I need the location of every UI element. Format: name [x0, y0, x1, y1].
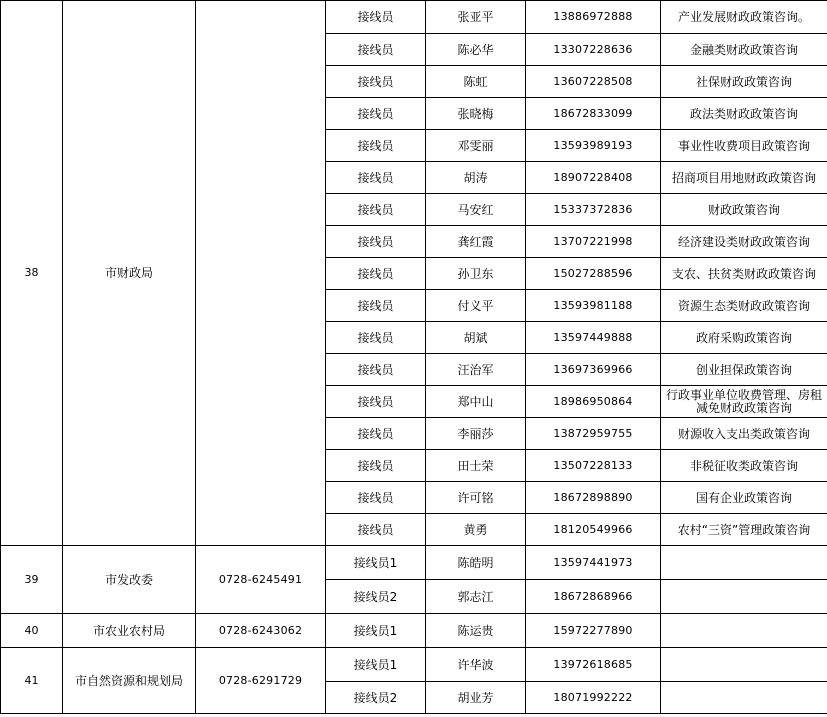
operator-role: 接线员	[326, 386, 426, 418]
operator-role: 接线员1	[326, 546, 426, 580]
operator-name: 马安红	[426, 194, 526, 226]
row-index: 40	[1, 614, 63, 648]
operator-phone: 13593981188	[526, 290, 661, 322]
department-hotline	[196, 1, 326, 546]
consult-topic: 财政政策咨询	[661, 194, 827, 226]
operator-name: 孙卫东	[426, 258, 526, 290]
consult-topic: 资源生态类财政政策咨询	[661, 290, 827, 322]
operator-name: 龚红霞	[426, 226, 526, 258]
operator-phone: 13593989193	[526, 130, 661, 162]
operator-role: 接线员	[326, 354, 426, 386]
consult-topic	[661, 648, 827, 682]
operator-role: 接线员	[326, 322, 426, 354]
consult-topic: 财源收入支出类政策咨询	[661, 418, 827, 450]
consult-topic: 行政事业单位收费管理、房租减免财政政策咨询	[661, 386, 827, 418]
operator-role: 接线员2	[326, 682, 426, 714]
consult-topic	[661, 614, 827, 648]
consult-topic: 事业性收费项目政策咨询	[661, 130, 827, 162]
operator-name: 许华波	[426, 648, 526, 682]
operator-role: 接线员	[326, 66, 426, 98]
operator-phone: 13886972888	[526, 1, 661, 34]
department-name: 市农业农村局	[63, 614, 196, 648]
department-hotline: 0728-6291729	[196, 648, 326, 714]
row-index: 41	[1, 648, 63, 714]
operator-phone: 13872959755	[526, 418, 661, 450]
operator-role: 接线员	[326, 514, 426, 546]
operator-role: 接线员	[326, 34, 426, 66]
operator-phone: 13507228133	[526, 450, 661, 482]
operator-phone: 15972277890	[526, 614, 661, 648]
operator-role: 接线员1	[326, 648, 426, 682]
operator-name: 张晓梅	[426, 98, 526, 130]
operator-phone: 15337372836	[526, 194, 661, 226]
row-index: 38	[1, 1, 63, 546]
operator-role: 接线员1	[326, 614, 426, 648]
operator-phone: 13972618685	[526, 648, 661, 682]
operator-phone: 13307228636	[526, 34, 661, 66]
operator-name: 郭志江	[426, 580, 526, 614]
operator-role: 接线员	[326, 98, 426, 130]
consult-topic: 社保财政政策咨询	[661, 66, 827, 98]
operator-role: 接线员2	[326, 580, 426, 614]
operator-phone: 13607228508	[526, 66, 661, 98]
operator-phone: 13697369966	[526, 354, 661, 386]
consult-topic: 金融类财政政策咨询	[661, 34, 827, 66]
consult-topic: 产业发展财政政策咨询。	[661, 1, 827, 34]
department-hotline: 0728-6243062	[196, 614, 326, 648]
row-index: 39	[1, 546, 63, 614]
consult-topic: 农村“三资”管理政策咨询	[661, 514, 827, 546]
operator-name: 胡涛	[426, 162, 526, 194]
operator-role: 接线员	[326, 482, 426, 514]
operator-phone: 18672833099	[526, 98, 661, 130]
operator-role: 接线员	[326, 226, 426, 258]
consult-topic: 创业担保政策咨询	[661, 354, 827, 386]
operator-role: 接线员	[326, 258, 426, 290]
consult-topic: 支农、扶贫类财政政策咨询	[661, 258, 827, 290]
consult-topic: 经济建设类财政政策咨询	[661, 226, 827, 258]
consult-topic	[661, 580, 827, 614]
consult-topic: 政府采购政策咨询	[661, 322, 827, 354]
consult-topic: 非税征收类政策咨询	[661, 450, 827, 482]
operator-role: 接线员	[326, 162, 426, 194]
operator-phone: 13597441973	[526, 546, 661, 580]
operator-name: 陈皓明	[426, 546, 526, 580]
consult-topic: 政法类财政政策咨询	[661, 98, 827, 130]
operator-phone: 18071992222	[526, 682, 661, 714]
table-row	[1, 546, 827, 580]
operator-name: 汪治军	[426, 354, 526, 386]
operator-phone: 18907228408	[526, 162, 661, 194]
operator-name: 田士荣	[426, 450, 526, 482]
operator-role: 接线员	[326, 418, 426, 450]
operator-name: 陈虹	[426, 66, 526, 98]
operator-name: 李丽莎	[426, 418, 526, 450]
operator-name: 郑中山	[426, 386, 526, 418]
table-row	[1, 614, 827, 648]
department-name: 市财政局	[63, 1, 196, 546]
department-hotline: 0728-6245491	[196, 546, 326, 614]
operator-name: 陈运贵	[426, 614, 526, 648]
operator-name: 邓雯丽	[426, 130, 526, 162]
table-row	[1, 1, 827, 34]
department-name: 市发改委	[63, 546, 196, 614]
operator-name: 黄勇	[426, 514, 526, 546]
operator-phone: 18120549966	[526, 514, 661, 546]
operator-name: 张亚平	[426, 1, 526, 34]
operator-name: 陈必华	[426, 34, 526, 66]
operator-name: 胡斌	[426, 322, 526, 354]
consult-topic: 国有企业政策咨询	[661, 482, 827, 514]
operator-name: 许可铭	[426, 482, 526, 514]
operator-phone: 13597449888	[526, 322, 661, 354]
consult-topic	[661, 546, 827, 580]
operator-role: 接线员	[326, 450, 426, 482]
operator-role: 接线员	[326, 1, 426, 34]
operator-role: 接线员	[326, 130, 426, 162]
operator-phone: 18986950864	[526, 386, 661, 418]
department-name: 市自然资源和规划局	[63, 648, 196, 714]
operator-role: 接线员	[326, 194, 426, 226]
consult-topic	[661, 682, 827, 714]
operator-name: 胡业芳	[426, 682, 526, 714]
operator-phone: 15027288596	[526, 258, 661, 290]
operator-role: 接线员	[326, 290, 426, 322]
table-row	[1, 648, 827, 682]
operator-phone: 18672898890	[526, 482, 661, 514]
operator-phone: 13707221998	[526, 226, 661, 258]
operator-name: 付义平	[426, 290, 526, 322]
consult-topic: 招商项目用地财政政策咨询	[661, 162, 827, 194]
operator-phone: 18672868966	[526, 580, 661, 614]
